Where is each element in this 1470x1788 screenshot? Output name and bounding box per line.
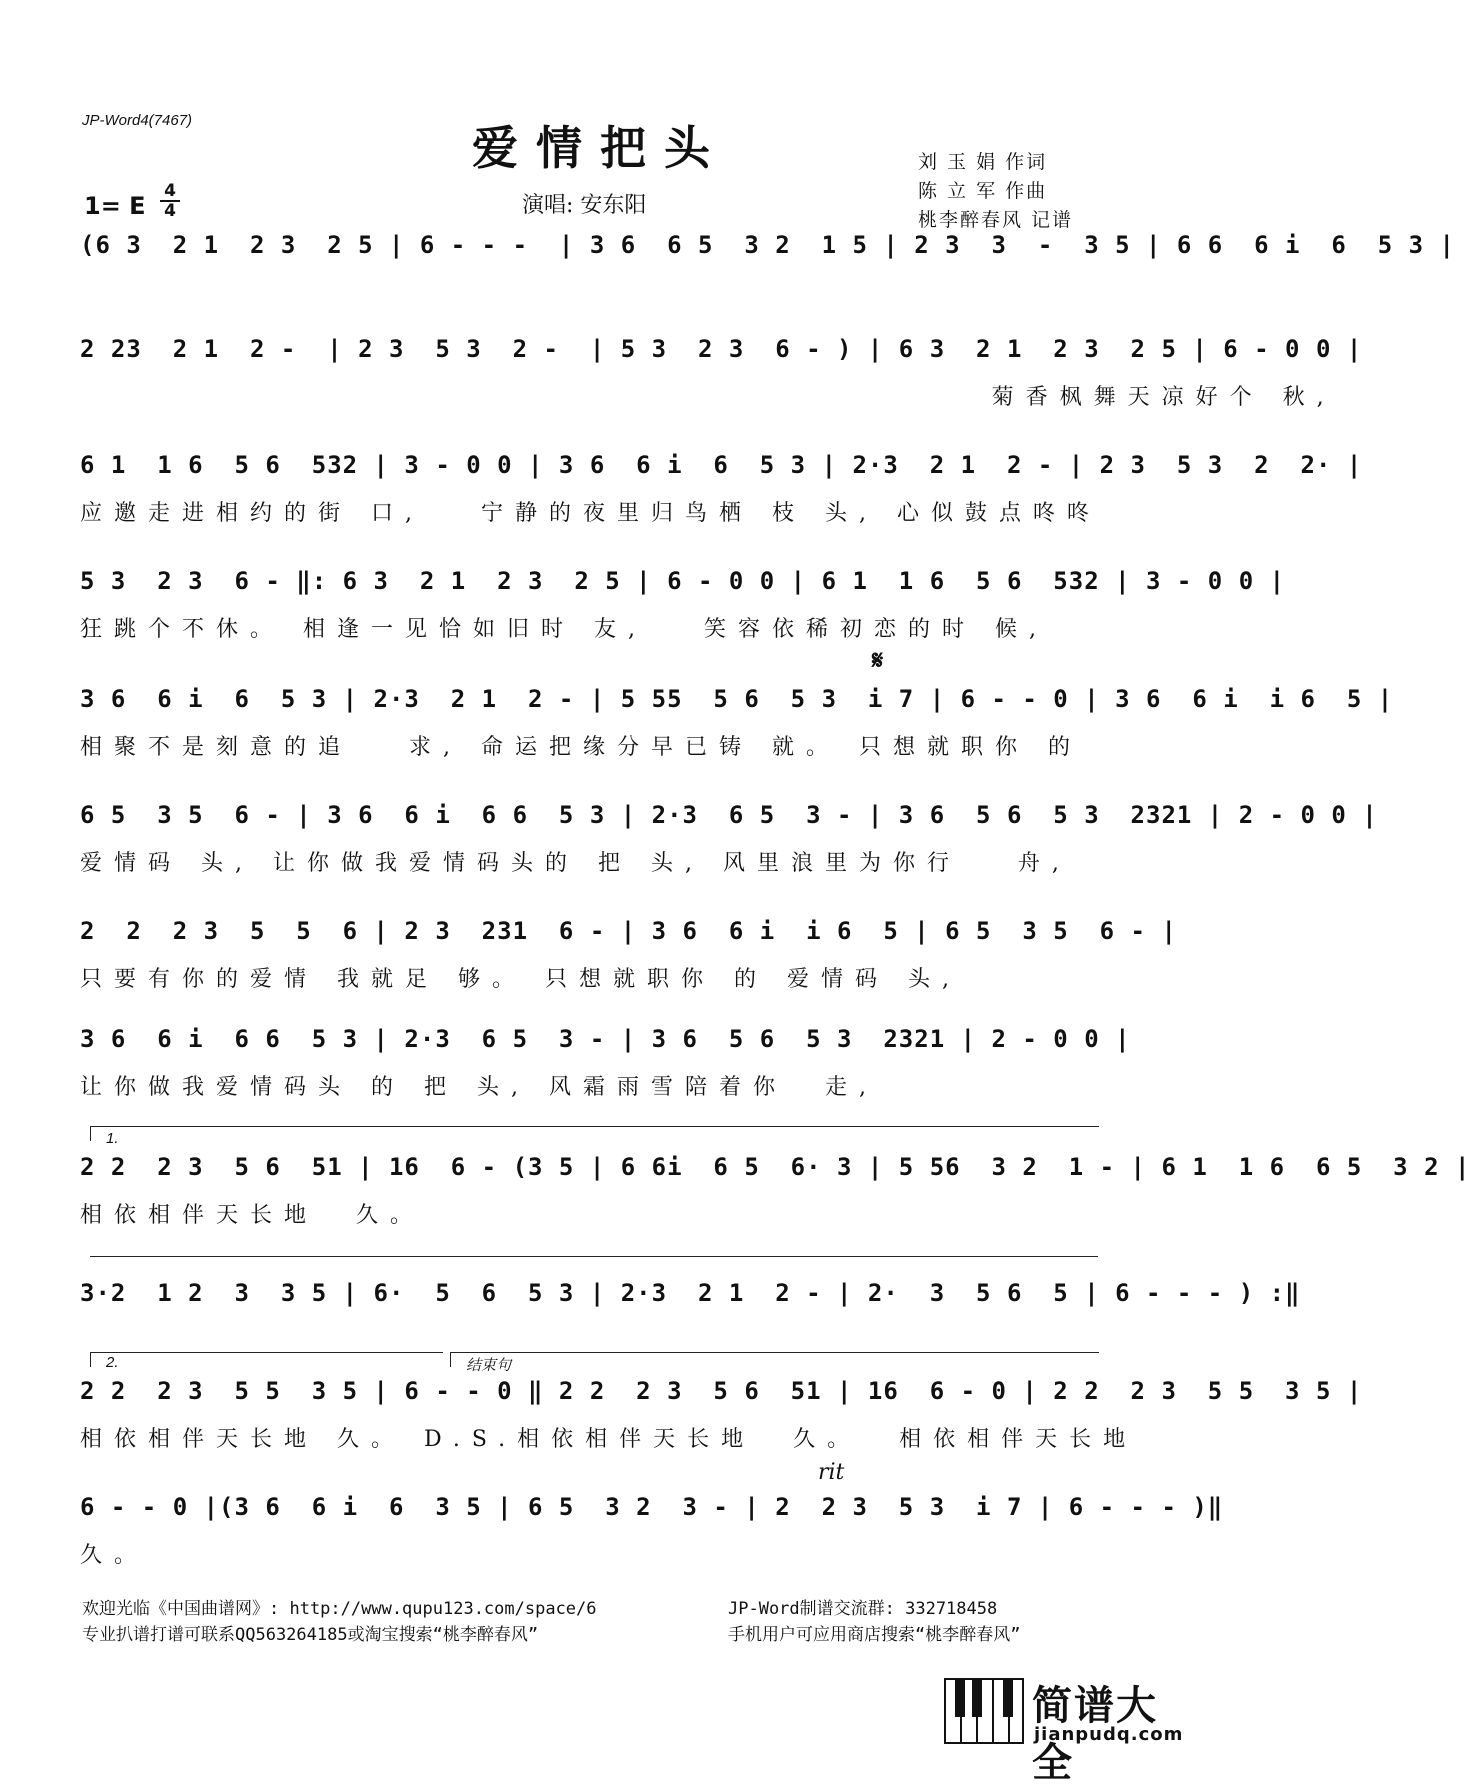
notation-line: 2 23 2 1 2 - | 2 3 5 3 2 - | 5 3 2 3 6 - ) | 6 3 2 1 2 3 2 5 | 6 - 0 0 | — [80, 335, 1363, 363]
lyrics-line: 只要有你的爱情 我就足 够。 只想就职你 的 爱情码 头, — [80, 967, 961, 992]
logo-url: jianpudq.com — [1034, 1724, 1184, 1745]
piano-keys-icon — [944, 1678, 1024, 1744]
footer-right — [728, 1596, 1020, 1648]
logo-text: 简谱大全 — [1032, 1683, 1158, 1786]
ending-1-label: 1. — [106, 1130, 119, 1147]
time-signature — [160, 182, 180, 220]
notation-line: 6 - - 0 |(3 6 6 i 6 3 5 | 6 5 3 2 3 - | 2 2 3 5 3 i 7 | 6 - - - )‖ — [80, 1493, 1224, 1521]
notation-line: 3 6 6 i 6 6 5 3 | 2·3 6 5 3 - | 3 6 5 6 5 3 2321 | 2 - 0 0 | — [80, 1025, 1131, 1053]
notation-line: 2 2 2 3 5 5 6 | 2 3 231 6 - | 3 6 6 i i 6 5 | 6 5 3 5 6 - | — [80, 917, 1177, 945]
notation-line: (6 3 2 1 2 3 2 5 | 6 - - - | 3 6 6 5 3 2 1 5 | 2 3 3 - 3 5 | 6 6 6 i 6 5 3 | — [80, 231, 1455, 259]
coda-bracket — [450, 1352, 1099, 1367]
time-top: 4 — [160, 182, 180, 202]
lyricist-credit: 刘 玉 娟 作词 — [918, 151, 1048, 173]
footer-contact-line: 专业扒谱打谱可联系QQ563264185或淘宝搜索“桃李醉春风” — [82, 1625, 539, 1645]
composer-credit: 陈 立 军 作曲 — [918, 180, 1048, 202]
notation-line: 2 2 2 3 5 6 51 | 16 6 - (3 5 | 6 6i 6 5 6· 3 | 5 56 3 2 1 - | 6 1 1 6 6 5 3 2 | — [80, 1153, 1470, 1181]
rit-marking: rit — [818, 1460, 845, 1485]
notation-line: 3 6 6 i 6 5 3 | 2·3 2 1 2 - | 5 55 5 6 5 3 i 7 | 6 - - 0 | 3 6 6 i i 6 5 | — [80, 685, 1394, 713]
software-label: JP-Word4(7467) — [82, 112, 193, 129]
notation-line: 6 5 3 5 6 - | 3 6 6 i 6 6 5 3 | 2·3 6 5 3 - | 3 6 5 6 5 3 2321 | 2 - 0 0 | — [80, 801, 1378, 829]
lyrics-line: 相聚不是刻意的追 求, 命运把缘分早已铸 就。 只想就职你 的 — [80, 735, 1082, 760]
time-bottom: 4 — [164, 201, 176, 221]
footer-site-line: 欢迎光临《中国曲谱网》: http://www.qupu123.com/space/6 — [82, 1599, 597, 1619]
footer-group-line: JP-Word制谱交流群: 332718458 — [728, 1599, 998, 1619]
lyrics-line: 应邀走进相约的街 口, 宁静的夜里归鸟栖 枝 头, 心似鼓点咚咚 — [80, 501, 1101, 526]
key-signature: 1= E — [84, 192, 146, 220]
notation-line: 5 3 2 3 6 - ‖: 6 3 2 1 2 3 2 5 | 6 - 0 0 | 6 1 1 6 5 6 532 | 3 - 0 0 | — [80, 567, 1286, 595]
lyrics-line: 爱情码 头, 让你做我爱情码头的 把 头, 风里浪里为你行 舟, — [80, 851, 1071, 876]
footer-left — [82, 1596, 597, 1648]
lyrics-line: 相依相伴天长地 久。 D.S.相依相伴天长地 久。 相依相伴天长地 — [80, 1427, 1138, 1452]
lyrics-line: 久。 — [80, 1543, 149, 1568]
lyrics-line: 菊香枫舞天凉好个 秋, — [80, 385, 1336, 410]
lyrics-line: 让你做我爱情码头 的 把 头, 风霜雨雪陪着你 走, — [80, 1075, 878, 1100]
singer-credit: 演唱: 安东阳 — [522, 193, 647, 218]
notation-line: 2 2 2 3 5 5 3 5 | 6 - - 0 ‖ 2 2 2 3 5 6 51 | 16 6 - 0 | 2 2 2 3 5 5 3 5 | — [80, 1377, 1363, 1405]
site-logo — [944, 1672, 1184, 1786]
lyrics-line: 相依相伴天长地 久。 — [80, 1203, 424, 1228]
notation-line: 3·2 1 2 3 3 5 | 6· 5 6 5 3 | 2·3 2 1 2 - | 2· 3 5 6 5 | 6 - - - ) :‖ — [80, 1279, 1301, 1307]
credits — [918, 148, 1073, 235]
footer-mobile-line: 手机用户可应用商店搜索“桃李醉春风” — [728, 1625, 1021, 1645]
song-title: 爱情把头 — [472, 121, 728, 175]
transcriber-credit: 桃李醉春风 记谱 — [918, 209, 1074, 231]
ending-bracket-line — [90, 1256, 1098, 1271]
notation-line: 6 1 1 6 5 6 532 | 3 - 0 0 | 3 6 6 i 6 5 3 | 2·3 2 1 2 - | 2 3 5 3 2 2· | — [80, 451, 1363, 479]
coda-label: 结束句 — [466, 1357, 512, 1374]
ending-bracket-1 — [90, 1126, 1099, 1141]
segno-mark: 𝄋 — [872, 646, 884, 676]
ending-bracket-2 — [90, 1352, 443, 1367]
ending-2-label: 2. — [106, 1354, 119, 1371]
lyrics-line: 狂跳个不休。 相逢一见恰如旧时 友, 笑容依稀初恋的时 候, — [80, 617, 1048, 642]
